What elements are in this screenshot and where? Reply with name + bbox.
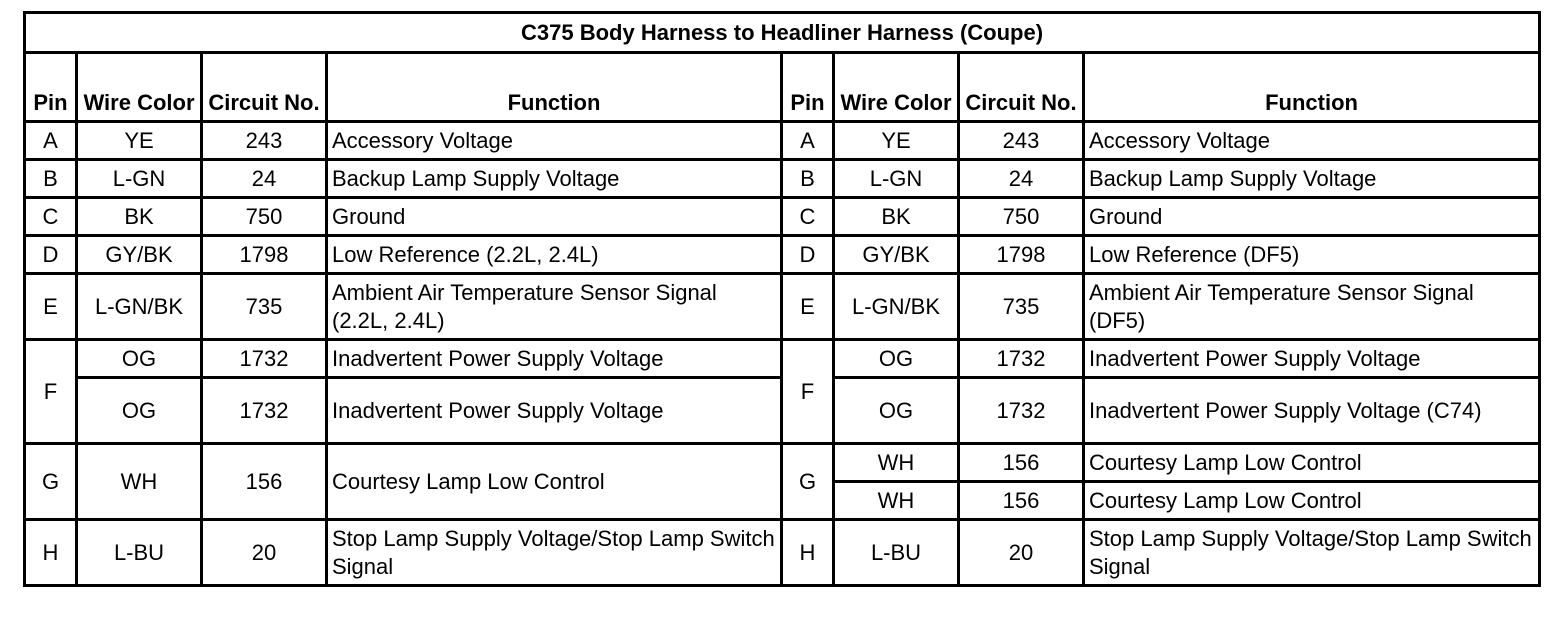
wire-color-cell: OG	[834, 340, 959, 378]
wire-color-cell: BK	[77, 198, 202, 236]
function-cell: Courtesy Lamp Low Control	[1084, 444, 1540, 482]
wire-color-cell: GY/BK	[834, 236, 959, 274]
function-cell: Ground	[327, 198, 782, 236]
header-function-left: Function	[327, 53, 782, 122]
wire-color-cell: YE	[834, 122, 959, 160]
wire-color-cell: OG	[834, 378, 959, 444]
table-row	[25, 274, 1540, 340]
function-cell: Low Reference (DF5)	[1084, 236, 1540, 274]
function-cell: Accessory Voltage	[327, 122, 782, 160]
wire-color-cell: YE	[77, 122, 202, 160]
table-row	[25, 236, 1540, 274]
pin-cell: B	[25, 160, 77, 198]
circuit-no-cell: 1732	[202, 378, 327, 444]
circuit-no-cell: 24	[202, 160, 327, 198]
header-circuit-no-right: Circuit No.	[959, 53, 1084, 122]
table-row	[25, 520, 1540, 586]
function-cell: Low Reference (2.2L, 2.4L)	[327, 236, 782, 274]
circuit-no-cell: 156	[959, 444, 1084, 482]
function-cell: Accessory Voltage	[1084, 122, 1540, 160]
circuit-no-cell: 156	[202, 444, 327, 520]
circuit-no-cell: 243	[202, 122, 327, 160]
connector-pinout-table	[23, 11, 1541, 587]
circuit-no-cell: 750	[202, 198, 327, 236]
circuit-no-cell: 1732	[959, 378, 1084, 444]
wire-color-cell: GY/BK	[77, 236, 202, 274]
function-cell: Backup Lamp Supply Voltage	[327, 160, 782, 198]
wire-color-cell: L-GN	[834, 160, 959, 198]
header-row	[25, 53, 1540, 122]
pin-cell: E	[782, 274, 834, 340]
pin-cell: D	[782, 236, 834, 274]
function-cell: Inadvertent Power Supply Voltage	[1084, 340, 1540, 378]
pin-cell: G	[782, 444, 834, 520]
function-cell: Courtesy Lamp Low Control	[1084, 482, 1540, 520]
wire-color-cell: WH	[834, 482, 959, 520]
pin-cell: D	[25, 236, 77, 274]
circuit-no-cell: 1732	[202, 340, 327, 378]
circuit-no-cell: 20	[959, 520, 1084, 586]
circuit-no-cell: 750	[959, 198, 1084, 236]
table-row	[25, 160, 1540, 198]
circuit-no-cell: 156	[959, 482, 1084, 520]
table-row	[25, 198, 1540, 236]
pin-cell: C	[782, 198, 834, 236]
header-pin-left: Pin	[25, 53, 77, 122]
circuit-no-cell: 1732	[959, 340, 1084, 378]
pin-cell: F	[782, 340, 834, 444]
circuit-no-cell: 1798	[202, 236, 327, 274]
pin-cell: C	[25, 198, 77, 236]
wire-color-cell: L-GN/BK	[834, 274, 959, 340]
wire-color-cell: L-GN	[77, 160, 202, 198]
function-cell: Backup Lamp Supply Voltage	[1084, 160, 1540, 198]
circuit-no-cell: 20	[202, 520, 327, 586]
circuit-no-cell: 735	[202, 274, 327, 340]
pin-cell: G	[25, 444, 77, 520]
wire-color-cell: OG	[77, 340, 202, 378]
function-cell: Inadvertent Power Supply Voltage (C74)	[1084, 378, 1540, 444]
header-function-right: Function	[1084, 53, 1540, 122]
pin-cell: A	[782, 122, 834, 160]
function-cell: Stop Lamp Supply Voltage/Stop Lamp Switch Signal	[327, 520, 782, 586]
function-cell: Stop Lamp Supply Voltage/Stop Lamp Switch Signal	[1084, 520, 1540, 586]
function-cell: Ambient Air Temperature Sensor Signal (DF5)	[1084, 274, 1540, 340]
function-cell: Inadvertent Power Supply Voltage	[327, 378, 782, 444]
header-pin-right: Pin	[782, 53, 834, 122]
wire-color-cell: L-BU	[77, 520, 202, 586]
circuit-no-cell: 1798	[959, 236, 1084, 274]
title-row	[25, 13, 1540, 53]
wire-color-cell: L-BU	[834, 520, 959, 586]
circuit-no-cell: 735	[959, 274, 1084, 340]
table-row	[25, 444, 1540, 482]
header-circuit-no-left: Circuit No.	[202, 53, 327, 122]
wire-color-cell: BK	[834, 198, 959, 236]
table-title: C375 Body Harness to Headliner Harness (Coupe)	[25, 13, 1540, 53]
circuit-no-cell: 243	[959, 122, 1084, 160]
function-cell: Ambient Air Temperature Sensor Signal (2.2L, 2.4L)	[327, 274, 782, 340]
table-row	[25, 340, 1540, 378]
pin-cell: H	[782, 520, 834, 586]
wire-color-cell: WH	[834, 444, 959, 482]
header-wire-color-right: Wire Color	[834, 53, 959, 122]
connector-table-container	[23, 11, 1541, 587]
wire-color-cell: L-GN/BK	[77, 274, 202, 340]
wire-color-cell: WH	[77, 444, 202, 520]
pin-cell: B	[782, 160, 834, 198]
function-cell: Inadvertent Power Supply Voltage	[327, 340, 782, 378]
circuit-no-cell: 24	[959, 160, 1084, 198]
pin-cell: E	[25, 274, 77, 340]
wire-color-cell: OG	[77, 378, 202, 444]
pin-cell: A	[25, 122, 77, 160]
function-cell: Courtesy Lamp Low Control	[327, 444, 782, 520]
pin-cell: H	[25, 520, 77, 586]
pin-cell: F	[25, 340, 77, 444]
table-row	[25, 122, 1540, 160]
header-wire-color-left: Wire Color	[77, 53, 202, 122]
function-cell: Ground	[1084, 198, 1540, 236]
